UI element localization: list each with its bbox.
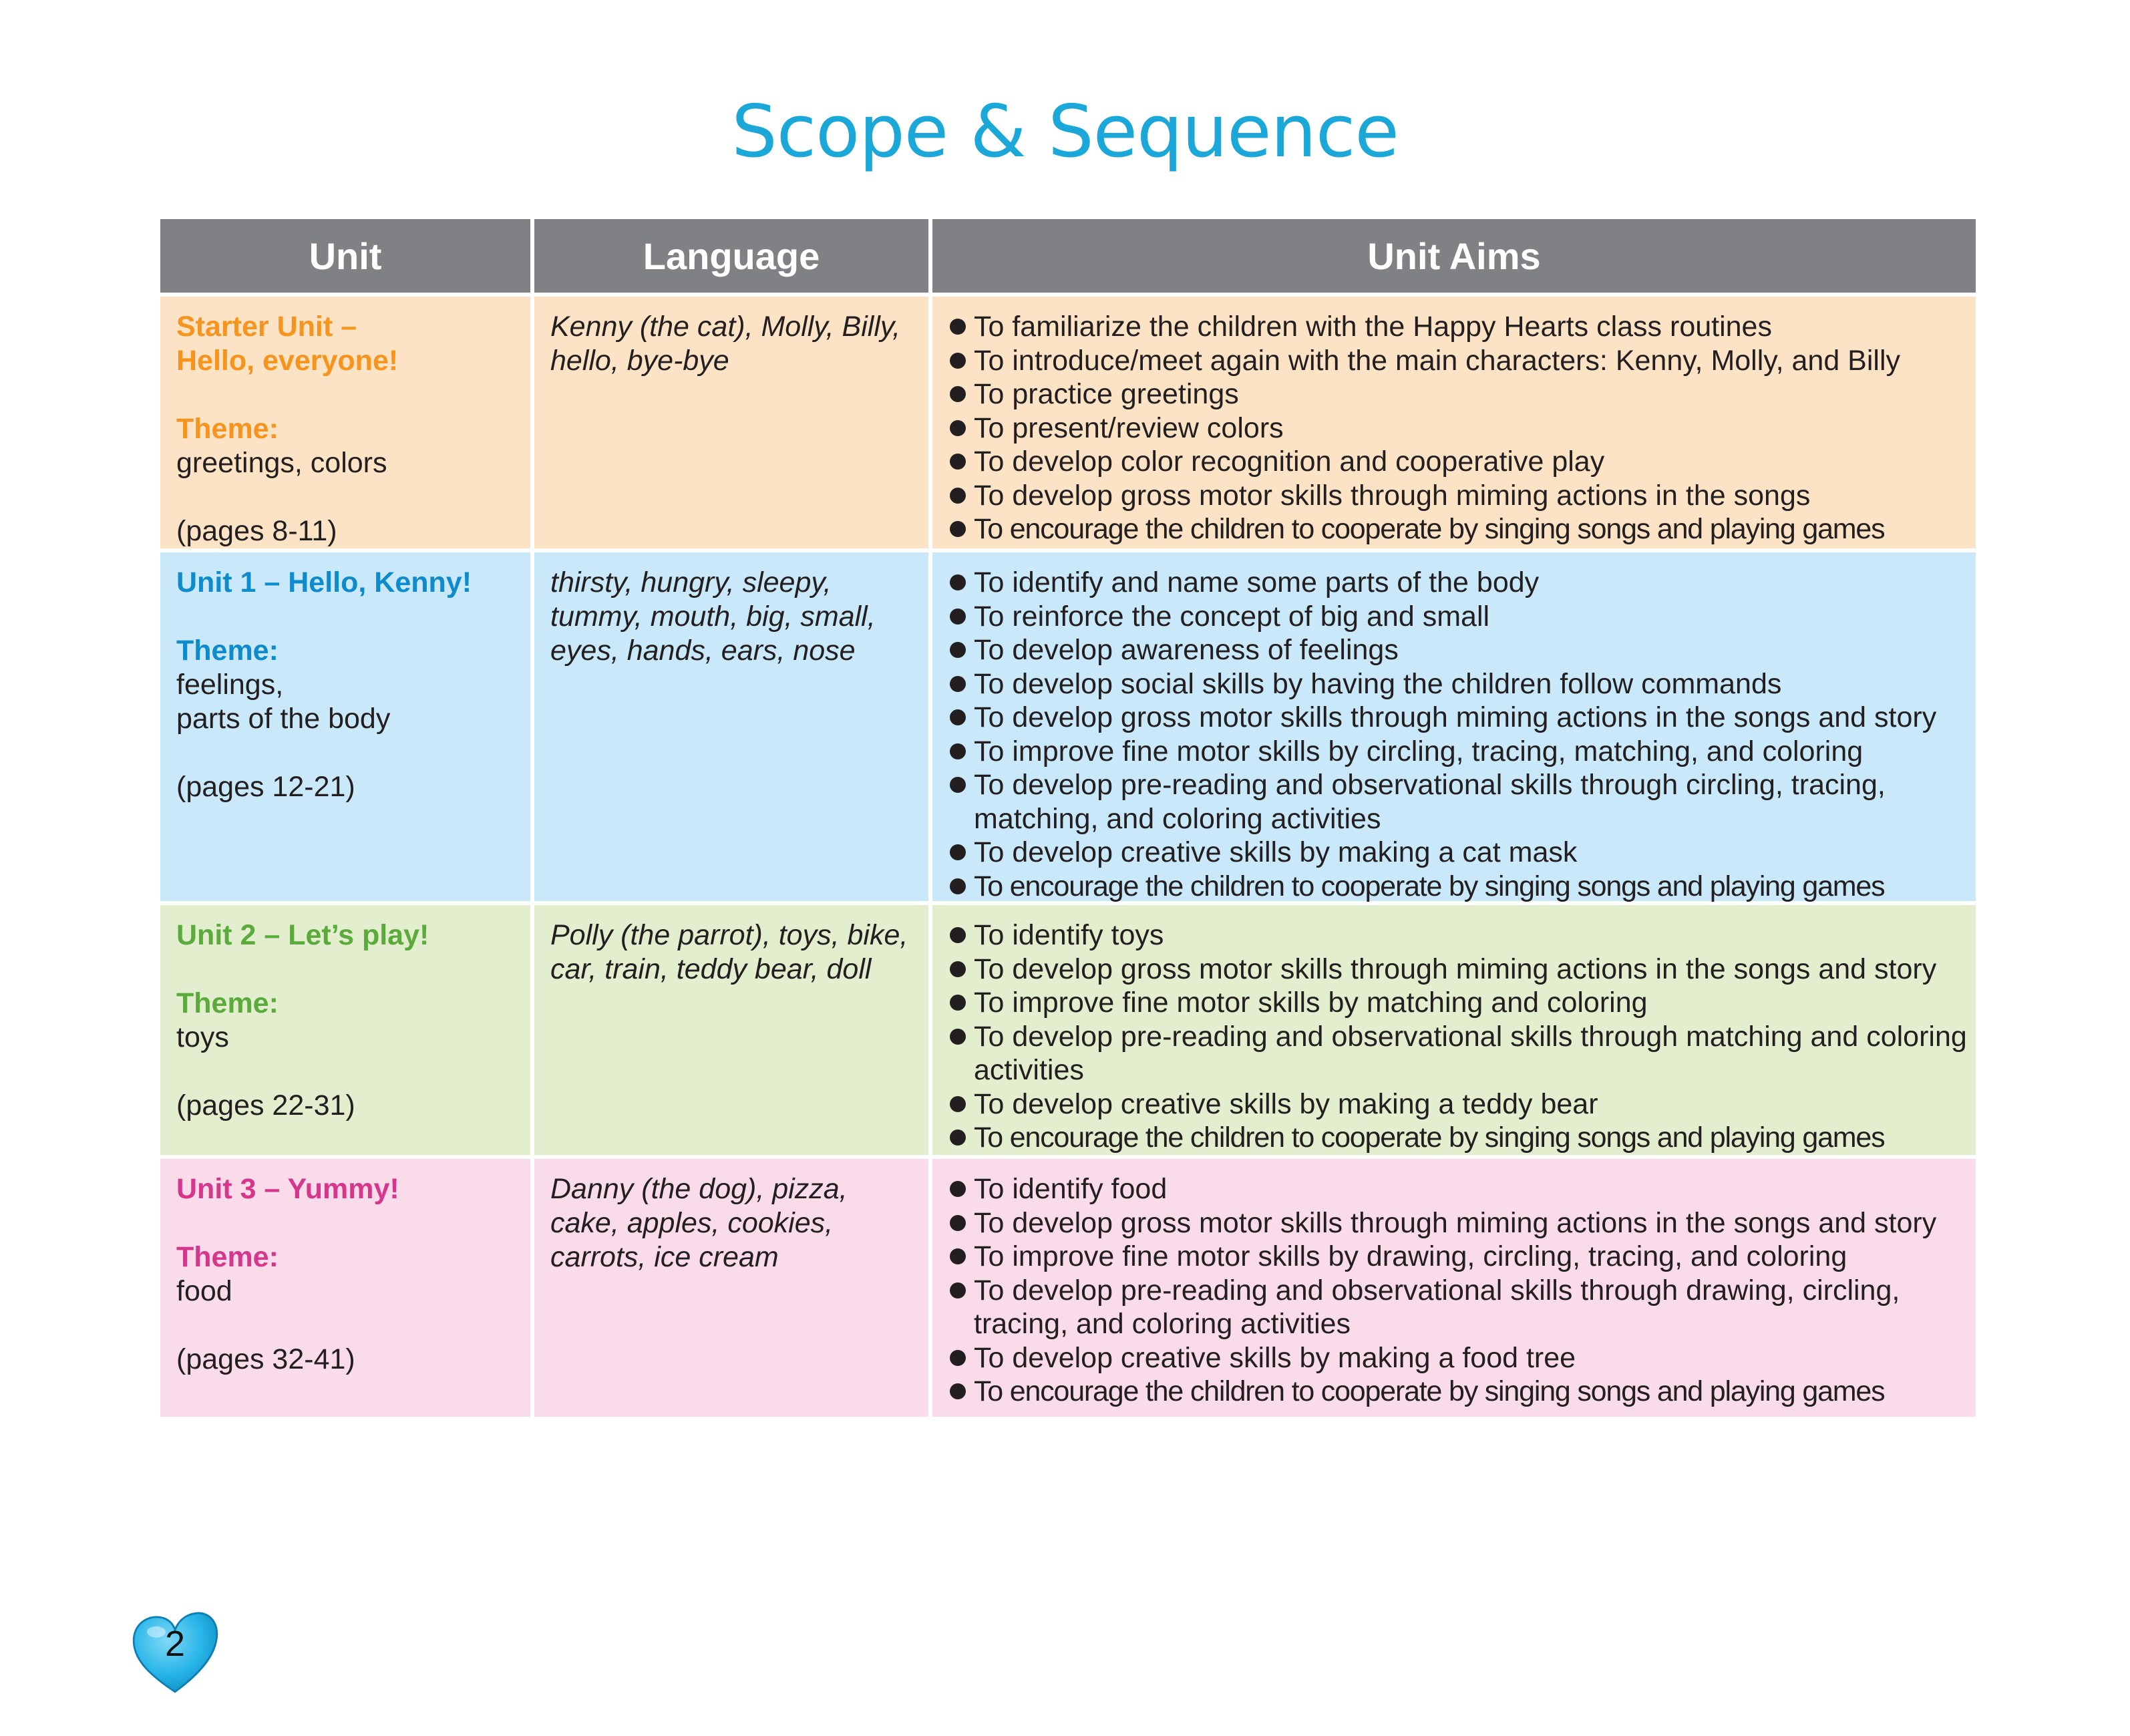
language-cell: Polly (the parrot), toys, bike, car, train, teddy bear, doll bbox=[534, 905, 932, 1155]
aim-item: To develop gross motor skills through miming actions in the songs and story bbox=[950, 701, 1969, 735]
aim-item: To familiarize the children with the Happy Hearts class routines bbox=[950, 310, 1969, 344]
aim-item: To develop social skills by having the children follow commands bbox=[950, 667, 1969, 701]
aim-item: To encourage the children to cooperate by singing songs and playing games bbox=[950, 1121, 1969, 1155]
aim-item: To develop pre-reading and observational skills through drawing, circling, tracing, and coloring activities bbox=[950, 1274, 1969, 1341]
unit-name: Unit 3 – Yummy! bbox=[176, 1173, 399, 1205]
theme-label: Theme: bbox=[176, 1241, 279, 1273]
language-cell: Kenny (the cat), Molly, Billy, hello, bye-bye bbox=[534, 297, 932, 548]
aim-item: To develop awareness of feelings bbox=[950, 633, 1969, 667]
language-cell: Danny (the dog), pizza, cake, apples, cookies, carrots, ice cream bbox=[534, 1159, 932, 1417]
theme-label: Theme: bbox=[176, 635, 279, 667]
theme-value: toys bbox=[176, 1021, 229, 1053]
aim-item: To encourage the children to cooperate by singing songs and playing games bbox=[950, 512, 1969, 546]
aim-item: To practice greetings bbox=[950, 377, 1969, 411]
scope-sequence-table bbox=[160, 219, 1976, 1417]
aim-item: To introduce/meet again with the main characters: Kenny, Molly, and Billy bbox=[950, 344, 1969, 378]
page-title: Scope & Sequence bbox=[731, 90, 1399, 174]
header-language: Language bbox=[534, 219, 932, 293]
aim-item: To develop gross motor skills through miming actions in the songs and story bbox=[950, 1206, 1969, 1240]
aim-item: To develop pre-reading and observational skills through circling, tracing, matching, and coloring activities bbox=[950, 768, 1969, 836]
unit-name: Unit 1 – Hello, Kenny! bbox=[176, 566, 472, 598]
table-row-unit-3 bbox=[160, 1155, 1976, 1417]
aims-cell bbox=[932, 552, 1976, 901]
pages-range: (pages 22-31) bbox=[176, 1089, 355, 1121]
aim-item: To present/review colors bbox=[950, 411, 1969, 446]
theme-value: feelings, parts of the body bbox=[176, 669, 391, 735]
theme-value: greetings, colors bbox=[176, 447, 387, 479]
theme-value: food bbox=[176, 1275, 232, 1307]
unit-cell bbox=[160, 552, 534, 901]
aim-item: To identify food bbox=[950, 1172, 1969, 1206]
aim-item: To improve fine motor skills by circling, tracing, matching, and coloring bbox=[950, 735, 1969, 769]
aim-item: To develop creative skills by making a cat mask bbox=[950, 836, 1969, 870]
aim-item: To encourage the children to cooperate by singing songs and playing games bbox=[950, 870, 1969, 904]
aim-item: To improve fine motor skills by matching and coloring bbox=[950, 986, 1969, 1020]
aim-item: To identify toys bbox=[950, 918, 1969, 952]
aim-item: To identify and name some parts of the body bbox=[950, 566, 1969, 600]
theme-label: Theme: bbox=[176, 987, 279, 1019]
table-row-unit-1 bbox=[160, 548, 1976, 901]
page-number: 2 bbox=[164, 1624, 186, 1664]
aim-item: To develop creative skills by making a teddy bear bbox=[950, 1087, 1969, 1121]
aim-item: To encourage the children to cooperate by singing songs and playing games bbox=[950, 1375, 1969, 1409]
language-cell: thirsty, hungry, sleepy, tummy, mouth, big, small, eyes, hands, ears, nose bbox=[534, 552, 932, 901]
aim-item: To develop gross motor skills through miming actions in the songs bbox=[950, 479, 1969, 513]
pages-range: (pages 32-41) bbox=[176, 1343, 355, 1375]
table-row-unit-2 bbox=[160, 901, 1976, 1155]
pages-range: (pages 12-21) bbox=[176, 771, 355, 803]
unit-cell bbox=[160, 905, 534, 1155]
header-unit: Unit bbox=[160, 219, 534, 293]
aims-cell bbox=[932, 1159, 1976, 1417]
pages-range: (pages 8-11) bbox=[176, 515, 337, 547]
aim-item: To improve fine motor skills by drawing, circling, tracing, and coloring bbox=[950, 1240, 1969, 1274]
aims-cell bbox=[932, 905, 1976, 1155]
aim-item: To develop creative skills by making a food tree bbox=[950, 1341, 1969, 1375]
unit-cell bbox=[160, 297, 534, 548]
aim-item: To develop color recognition and cooperative play bbox=[950, 445, 1969, 479]
unit-name: Unit 2 – Let’s play! bbox=[176, 919, 429, 951]
header-unit-aims: Unit Aims bbox=[932, 219, 1976, 293]
unit-cell bbox=[160, 1159, 534, 1417]
aim-item: To develop gross motor skills through miming actions in the songs and story bbox=[950, 952, 1969, 987]
table-row-starter-unit bbox=[160, 293, 1976, 548]
theme-label: Theme: bbox=[176, 413, 279, 445]
unit-name: Starter Unit – Hello, everyone! bbox=[176, 311, 399, 377]
aims-cell bbox=[932, 297, 1976, 548]
aim-item: To develop pre-reading and observational skills through matching and coloring activities bbox=[950, 1020, 1969, 1087]
aim-item: To reinforce the concept of big and small bbox=[950, 600, 1969, 634]
table-header bbox=[160, 219, 1976, 293]
